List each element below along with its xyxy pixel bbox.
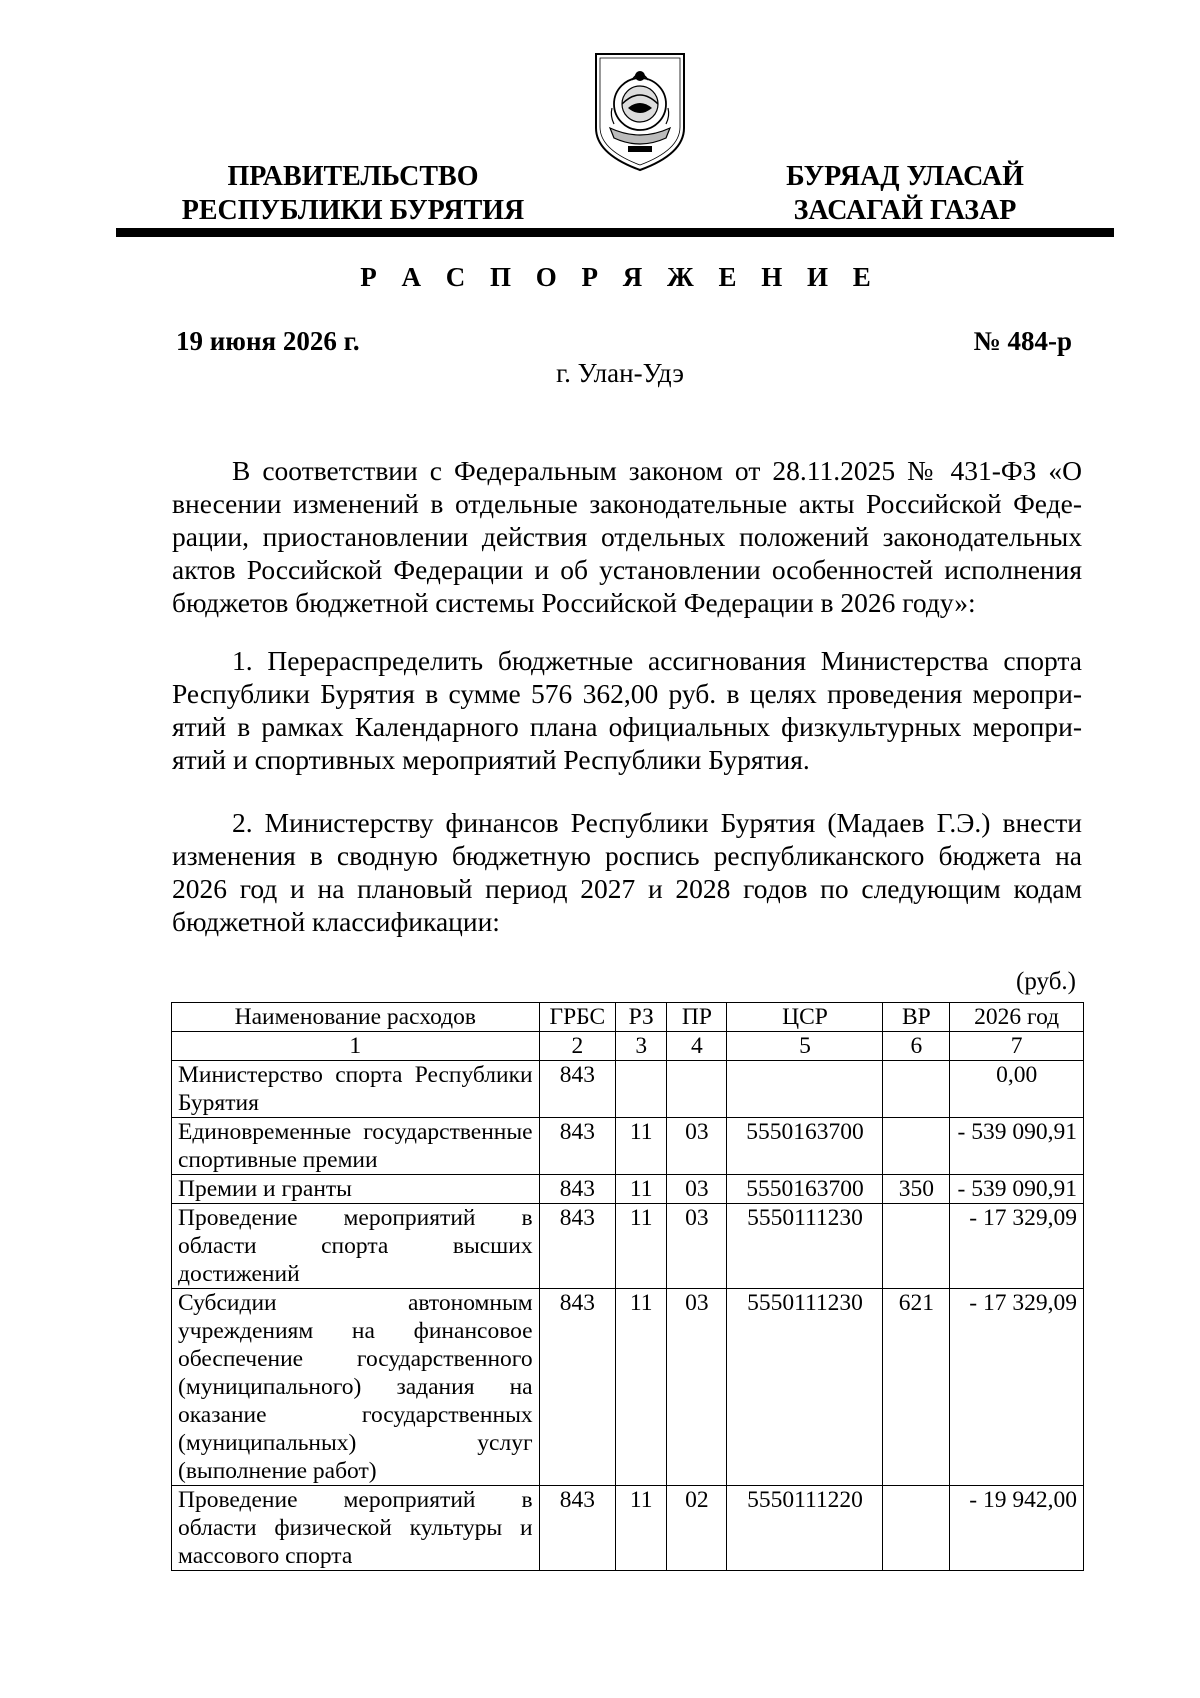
cell-rz: 11: [616, 1486, 667, 1571]
cell-grbs: 843: [539, 1061, 616, 1118]
column-number: 1: [172, 1032, 540, 1061]
table-column-numbers-row: [172, 1032, 1084, 1061]
cell-name: Проведение мероприятий в области спорта высших достижений: [172, 1204, 540, 1289]
cell-name: Министерство спорта Республики Бурятия: [172, 1061, 540, 1118]
cell-csr: [727, 1061, 883, 1118]
cell-csr: 5550111220: [727, 1486, 883, 1571]
paragraph-item-2: [172, 806, 1082, 938]
column-number: 6: [883, 1032, 950, 1061]
table-row: [172, 1289, 1084, 1486]
paragraph-line: актов Российской Федерации и об установлении особенностей исполнения: [172, 554, 1082, 585]
column-header: РЗ: [616, 1003, 667, 1032]
paragraph-line: Республики Бурятия в сумме 576 362,00 руб. в целях проведения меропри-: [172, 678, 1082, 709]
document-number: № 484-р: [973, 326, 1072, 356]
header-left-line1: ПРАВИТЕЛЬСТВО: [227, 161, 479, 192]
column-number: 3: [616, 1032, 667, 1061]
column-number: 7: [950, 1032, 1084, 1061]
cell-pr: 03: [667, 1289, 727, 1486]
cell-amount: - 539 090,91: [950, 1175, 1084, 1204]
document-city: г. Улан-Удэ: [556, 358, 684, 388]
cell-name: Единовременные государственные спортивные премии: [172, 1118, 540, 1175]
cell-grbs: 843: [539, 1204, 616, 1289]
paragraph-line: бюджетной классификации:: [172, 906, 500, 937]
cell-amount: 0,00: [950, 1061, 1084, 1118]
paragraph-line: 2. Министерству финансов Республики Бурятия (Мадаев Г.Э.) внести: [232, 807, 1082, 838]
cell-vr: [883, 1204, 950, 1289]
cell-pr: 03: [667, 1175, 727, 1204]
cell-pr: [667, 1061, 727, 1118]
cell-pr: 03: [667, 1118, 727, 1175]
coat-of-arms-icon: [590, 50, 690, 174]
table-row: [172, 1486, 1084, 1571]
paragraph-line: бюджетов бюджетной системы Российской Федерации в 2026 году»:: [172, 587, 976, 618]
table-row: [172, 1175, 1084, 1204]
cell-vr: [883, 1486, 950, 1571]
table-row: [172, 1204, 1084, 1289]
paragraph-line: 2026 год и на плановый период 2027 и 2028 годов по следующим кодам: [172, 873, 1082, 904]
cell-grbs: 843: [539, 1175, 616, 1204]
cell-csr: 5550111230: [727, 1204, 883, 1289]
cell-amount: - 539 090,91: [950, 1118, 1084, 1175]
cell-rz: 11: [616, 1289, 667, 1486]
paragraph-line: внесении изменений в отдельные законодательные акты Российской Феде-: [172, 488, 1082, 519]
column-header: ЦСР: [727, 1003, 883, 1032]
budget-table: [171, 1002, 1084, 1571]
cell-grbs: 843: [539, 1289, 616, 1486]
header-right-line1: БУРЯАД УЛАСАЙ: [786, 161, 1024, 192]
paragraph-line: В соответствии с Федеральным законом от 28.11.2025 № 431-ФЗ «О: [232, 455, 1082, 486]
cell-name: Субсидии автономным учреждениям на финансовое обеспечение государственного (муниципального) задания на оказание государственных (муниципальных) услуг (выполнение работ): [172, 1289, 540, 1486]
cell-pr: 03: [667, 1204, 727, 1289]
cell-rz: 11: [616, 1204, 667, 1289]
cell-vr: 350: [883, 1175, 950, 1204]
column-number: 5: [727, 1032, 883, 1061]
cell-amount: - 19 942,00: [950, 1486, 1084, 1571]
cell-vr: [883, 1061, 950, 1118]
paragraph-line: ятий в рамках Календарного плана официальных физкультурных меропри-: [172, 711, 1082, 742]
column-number: 2: [539, 1032, 616, 1061]
cell-rz: 11: [616, 1175, 667, 1204]
table-unit-label: (руб.): [1016, 968, 1076, 995]
column-number: 4: [667, 1032, 727, 1061]
cell-csr: 5550163700: [727, 1175, 883, 1204]
header-divider: [116, 228, 1114, 237]
column-header: 2026 год: [950, 1003, 1084, 1032]
paragraph-line: ятий и спортивных мероприятий Республики Бурятия.: [172, 744, 810, 775]
cell-rz: 11: [616, 1118, 667, 1175]
cell-rz: [616, 1061, 667, 1118]
document-date: 19 июня 2026 г.: [176, 326, 360, 356]
header-left-line2: РЕСПУБЛИКИ БУРЯТИЯ: [181, 195, 525, 226]
table-header-row: [172, 1003, 1084, 1032]
header-right: [760, 160, 1050, 228]
paragraph-preamble: [172, 454, 1082, 619]
column-header: ВР: [883, 1003, 950, 1032]
column-header: ГРБС: [539, 1003, 616, 1032]
column-header: Наименование расходов: [172, 1003, 540, 1032]
cell-vr: 621: [883, 1289, 950, 1486]
document-type: Р А С П О Р Я Ж Е Н И Е: [360, 262, 880, 292]
paragraph-item-1: [172, 644, 1082, 776]
cell-grbs: 843: [539, 1486, 616, 1571]
cell-csr: 5550163700: [727, 1118, 883, 1175]
cell-name: Премии и гранты: [172, 1175, 540, 1204]
cell-amount: - 17 329,09: [950, 1289, 1084, 1486]
cell-grbs: 843: [539, 1118, 616, 1175]
paragraph-line: 1. Перераспределить бюджетные ассигнования Министерства спорта: [232, 645, 1082, 676]
table-row: [172, 1061, 1084, 1118]
table-row: [172, 1118, 1084, 1175]
header-left: [168, 160, 538, 228]
cell-csr: 5550111230: [727, 1289, 883, 1486]
header-right-line2: ЗАСАГАЙ ГАЗАР: [793, 195, 1017, 226]
cell-vr: [883, 1118, 950, 1175]
column-header: ПР: [667, 1003, 727, 1032]
paragraph-line: рации, приостановлении действия отдельных положений законодательных: [172, 521, 1082, 552]
paragraph-line: изменения в сводную бюджетную роспись республиканского бюджета на: [172, 840, 1082, 871]
cell-pr: 02: [667, 1486, 727, 1571]
cell-name: Проведение мероприятий в области физической культуры и массового спорта: [172, 1486, 540, 1571]
cell-amount: - 17 329,09: [950, 1204, 1084, 1289]
